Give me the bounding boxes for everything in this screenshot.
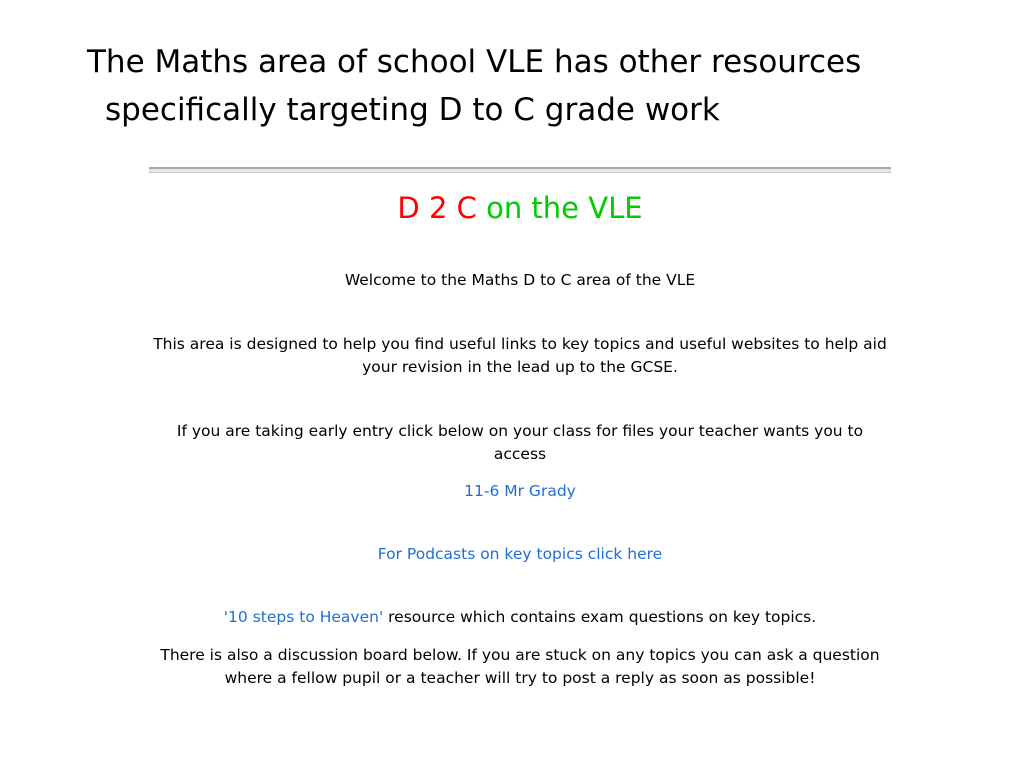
- discussion-board-text: [149, 644, 891, 690]
- podcast-link-row: [149, 543, 891, 566]
- slide-title-line-1: The Maths area of school VLE has other resources: [87, 44, 862, 80]
- class-link[interactable]: 11-6 Mr Grady: [464, 482, 576, 500]
- vle-heading: [149, 189, 891, 227]
- area-intro-text: [149, 333, 891, 379]
- welcome-text: [149, 269, 891, 292]
- steps-resource-line: [149, 606, 891, 629]
- horizontal-divider: [149, 167, 891, 173]
- vle-heading-on-the-vle: on the VLE: [486, 191, 643, 225]
- discussion-line-1: There is also a discussion board below. If you are stuck on any topics you can ask a question: [160, 646, 880, 664]
- podcast-link[interactable]: For Podcasts on key topics click here: [377, 545, 663, 563]
- slide-title-line-2: specifically targeting D to C grade work: [105, 92, 720, 128]
- discussion-line-2: where a fellow pupil or a teacher will try to post a reply as soon as possible!: [224, 669, 816, 687]
- early-entry-line-2: access: [493, 445, 547, 463]
- early-entry-text: [149, 420, 891, 466]
- vle-heading-d2c: D 2 C: [397, 191, 477, 225]
- steps-resource-row: [149, 606, 891, 629]
- vle-page-screenshot: [149, 165, 891, 725]
- steps-to-heaven-link[interactable]: '10 steps to Heaven': [223, 608, 384, 626]
- welcome-line: Welcome to the Maths D to C area of the VLE: [344, 271, 696, 289]
- slide-title: [87, 38, 987, 134]
- class-link-row: [149, 480, 891, 503]
- steps-resource-description: resource which contains exam questions on key topics.: [383, 608, 817, 626]
- area-intro-line-1: This area is designed to help you find useful links to key topics and useful websites to help aid: [153, 335, 887, 353]
- early-entry-line-1: If you are taking early entry click below on your class for files your teacher wants you to: [176, 422, 864, 440]
- area-intro-line-2: your revision in the lead up to the GCSE.: [362, 358, 678, 376]
